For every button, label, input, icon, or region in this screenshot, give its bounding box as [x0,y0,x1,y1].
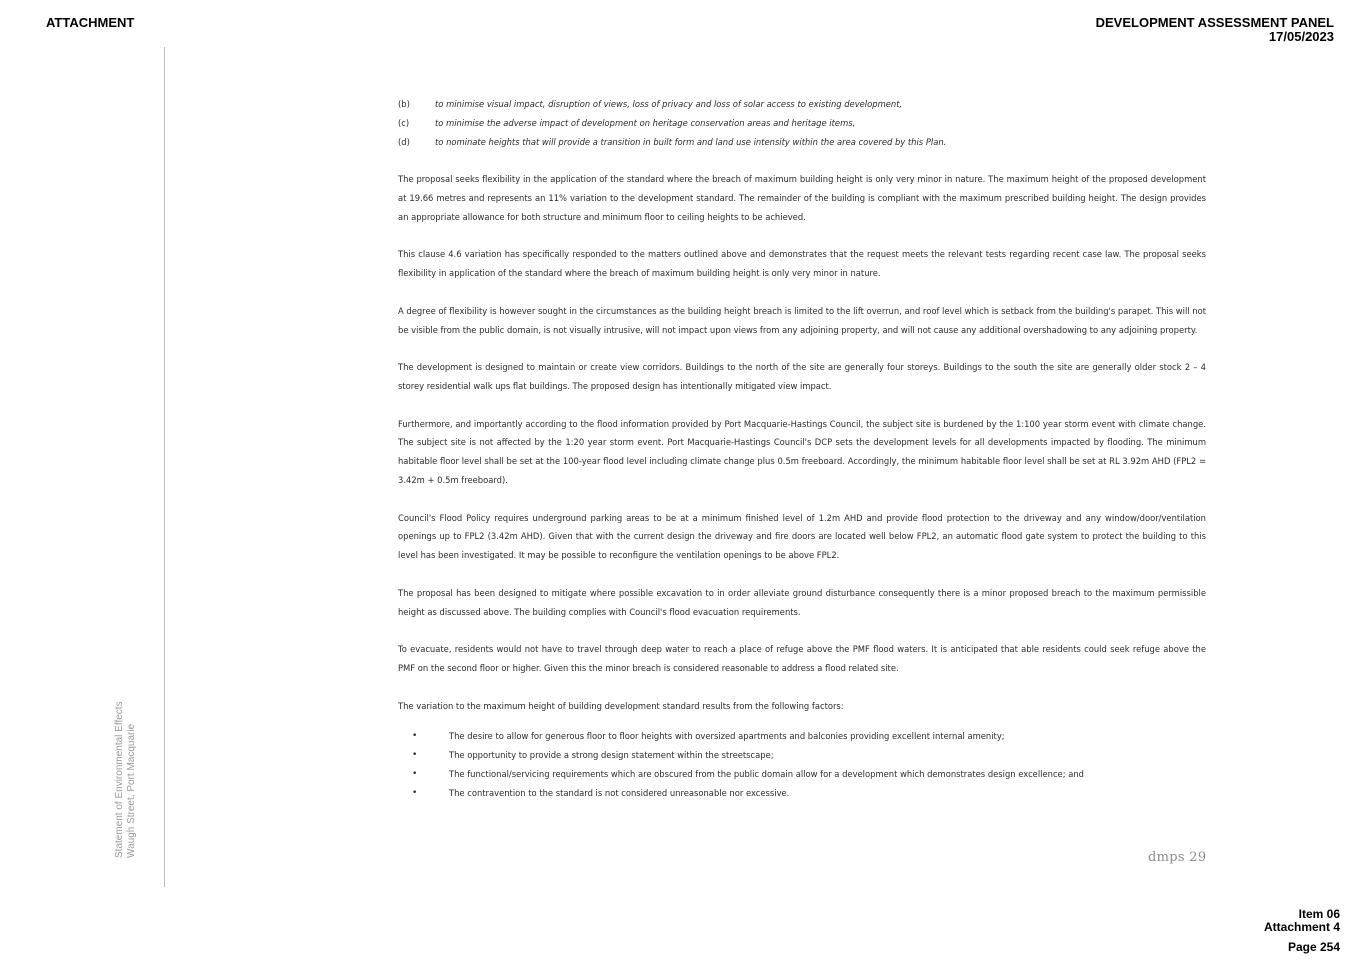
sidebar-line-1: Statement of Environmental Effects [114,701,125,858]
list-item [398,746,1206,765]
list-text: to nominate heights that will provide a transition in built form and land use intensity within the area covered by this Plan. [435,136,947,147]
list-item [398,765,1206,784]
paragraph: Furthermore, and importantly according to the flood information provided by Port Macquarie-Hastings Council, the subject site is burdened by the 1:100 year storm event with climate change. The subject site is not affected by the 1:20 year storm event. Port Macquarie-Hastings Council's DCP sets the development levels for all developments impacted by flooding. The minimum habitable floor level shall be set at the 100-year flood level including climate change plus 0.5m freeboard. Accordingly, the minimum habitable floor level shall be set at RL 3.92m AHD (FPL2 = 3.42m + 0.5m freeboard). [398,418,1206,485]
list-text: The opportunity to provide a strong design statement within the streetscape; [449,750,774,761]
bullet-icon: • [412,768,418,779]
list-text: to minimise visual impact, disruption of views, loss of privacy and loss of solar access to existing development, [435,99,903,109]
list-text: The contravention to the standard is not considered unreasonable nor excessive. [449,787,790,798]
list-text: to minimise the adverse impact of development on heritage conservation areas and heritage items, [435,117,856,128]
list-item [383,95,1206,114]
attachment-label: ATTACHMENT [46,15,135,30]
document-body [398,95,1206,802]
list-item [398,727,1206,746]
paragraph: The proposal has been designed to mitigate where possible excavation to in order alleviate ground disturbance consequently there is a minor proposed breach to the maximum permissible height as discussed above. The building complies with Council's flood evacuation requirements. [398,587,1206,617]
list-marker: (c) [398,117,410,128]
factors-intro: The variation to the maximum height of building development standard results from the following factors: [398,700,844,711]
attachment-number: Attachment 4 [1263,920,1340,934]
bullet-icon: • [412,750,418,761]
paragraph: Council's Flood Policy requires underground parking areas to be at a minimum finished level of 1.2m AHD and provide flood protection to the driveway and any window/door/ventilation openings up to FPL2 (3.42m AHD). Given that with the current design the driveway and fire doors are located well below FPL2, an automatic flood gate system to protect the building to this level has been investigated. It may be possible to reconfigure the ventilation openings to be above FPL2. [398,512,1206,561]
objectives-list [383,95,1206,151]
paragraph: The development is designed to maintain or create view corridors. Buildings to the north of the site are generally four storeys. Buildings to the south the site are generally older stock 2 – 4 storey residential walk ups flat buildings. The proposed design has intentionally mitigated view impact. [398,362,1206,391]
panel-date: 17/05/2023 [1268,29,1334,44]
sidebar-line-2: Waugh Street, Port Macquarie [126,723,137,858]
list-item [383,133,1206,152]
factors-list [398,727,1206,802]
list-text: The functional/servicing requirements which are obscured from the public domain allow for a development which demonstrates design excellence; and [449,768,1084,779]
page-number: Page 254 [1287,940,1340,954]
panel-header [1096,16,1334,44]
list-item [398,784,1206,803]
list-marker: (b) [398,99,410,109]
dmps-logo-page-number: dmps 29 [1148,850,1207,865]
list-text: The desire to allow for generous floor to floor heights with oversized apartments and balconies providing excellent internal amenity; [449,731,1005,742]
item-number: Item 06 [1298,907,1340,921]
paragraph: A degree of flexibility is however sought in the circumstances as the building height breach is limited to the lift overrun, and roof level which is setback from the building's parapet. This will not be visible from the public domain, is not visually intrusive, will not impact upon views from any adjoining property, and will not cause any additional overshadowing to any adjoining property. [398,305,1206,335]
paragraph: This clause 4.6 variation has specifically responded to the matters outlined above and demonstrates that the request meets the relevant tests regarding recent case law. The proposal seeks flexibility in application of the standard where the breach of maximum building height is only very minor in nature. [398,249,1206,279]
panel-title: DEVELOPMENT ASSESSMENT PANEL [1095,15,1334,30]
item-reference [1264,908,1340,934]
list-item [383,114,1206,133]
document-sidebar-title [114,658,138,858]
paragraph: The proposal seeks flexibility in the application of the standard where the breach of maximum building height is only very minor in nature. The maximum height of the proposed development at 19.66 metres and represents an 11% variation to the development standard. The remainder of the building is compliant with the maximum prescribed building height. The design provides an appropriate allowance for both structure and minimum floor to ceiling heights to be achieved. [398,174,1206,222]
bullet-icon: • [412,731,418,742]
list-marker: (d) [398,136,410,147]
bullet-icon: • [412,787,418,798]
vertical-divider [164,47,165,887]
paragraph: To evacuate, residents would not have to travel through deep water to reach a place of refuge above the PMF flood waters. It is anticipated that able residents could seek refuge above the PMF on the second floor or higher. Given this the minor breach is considered reasonable to address a flood related site. [398,644,1206,673]
